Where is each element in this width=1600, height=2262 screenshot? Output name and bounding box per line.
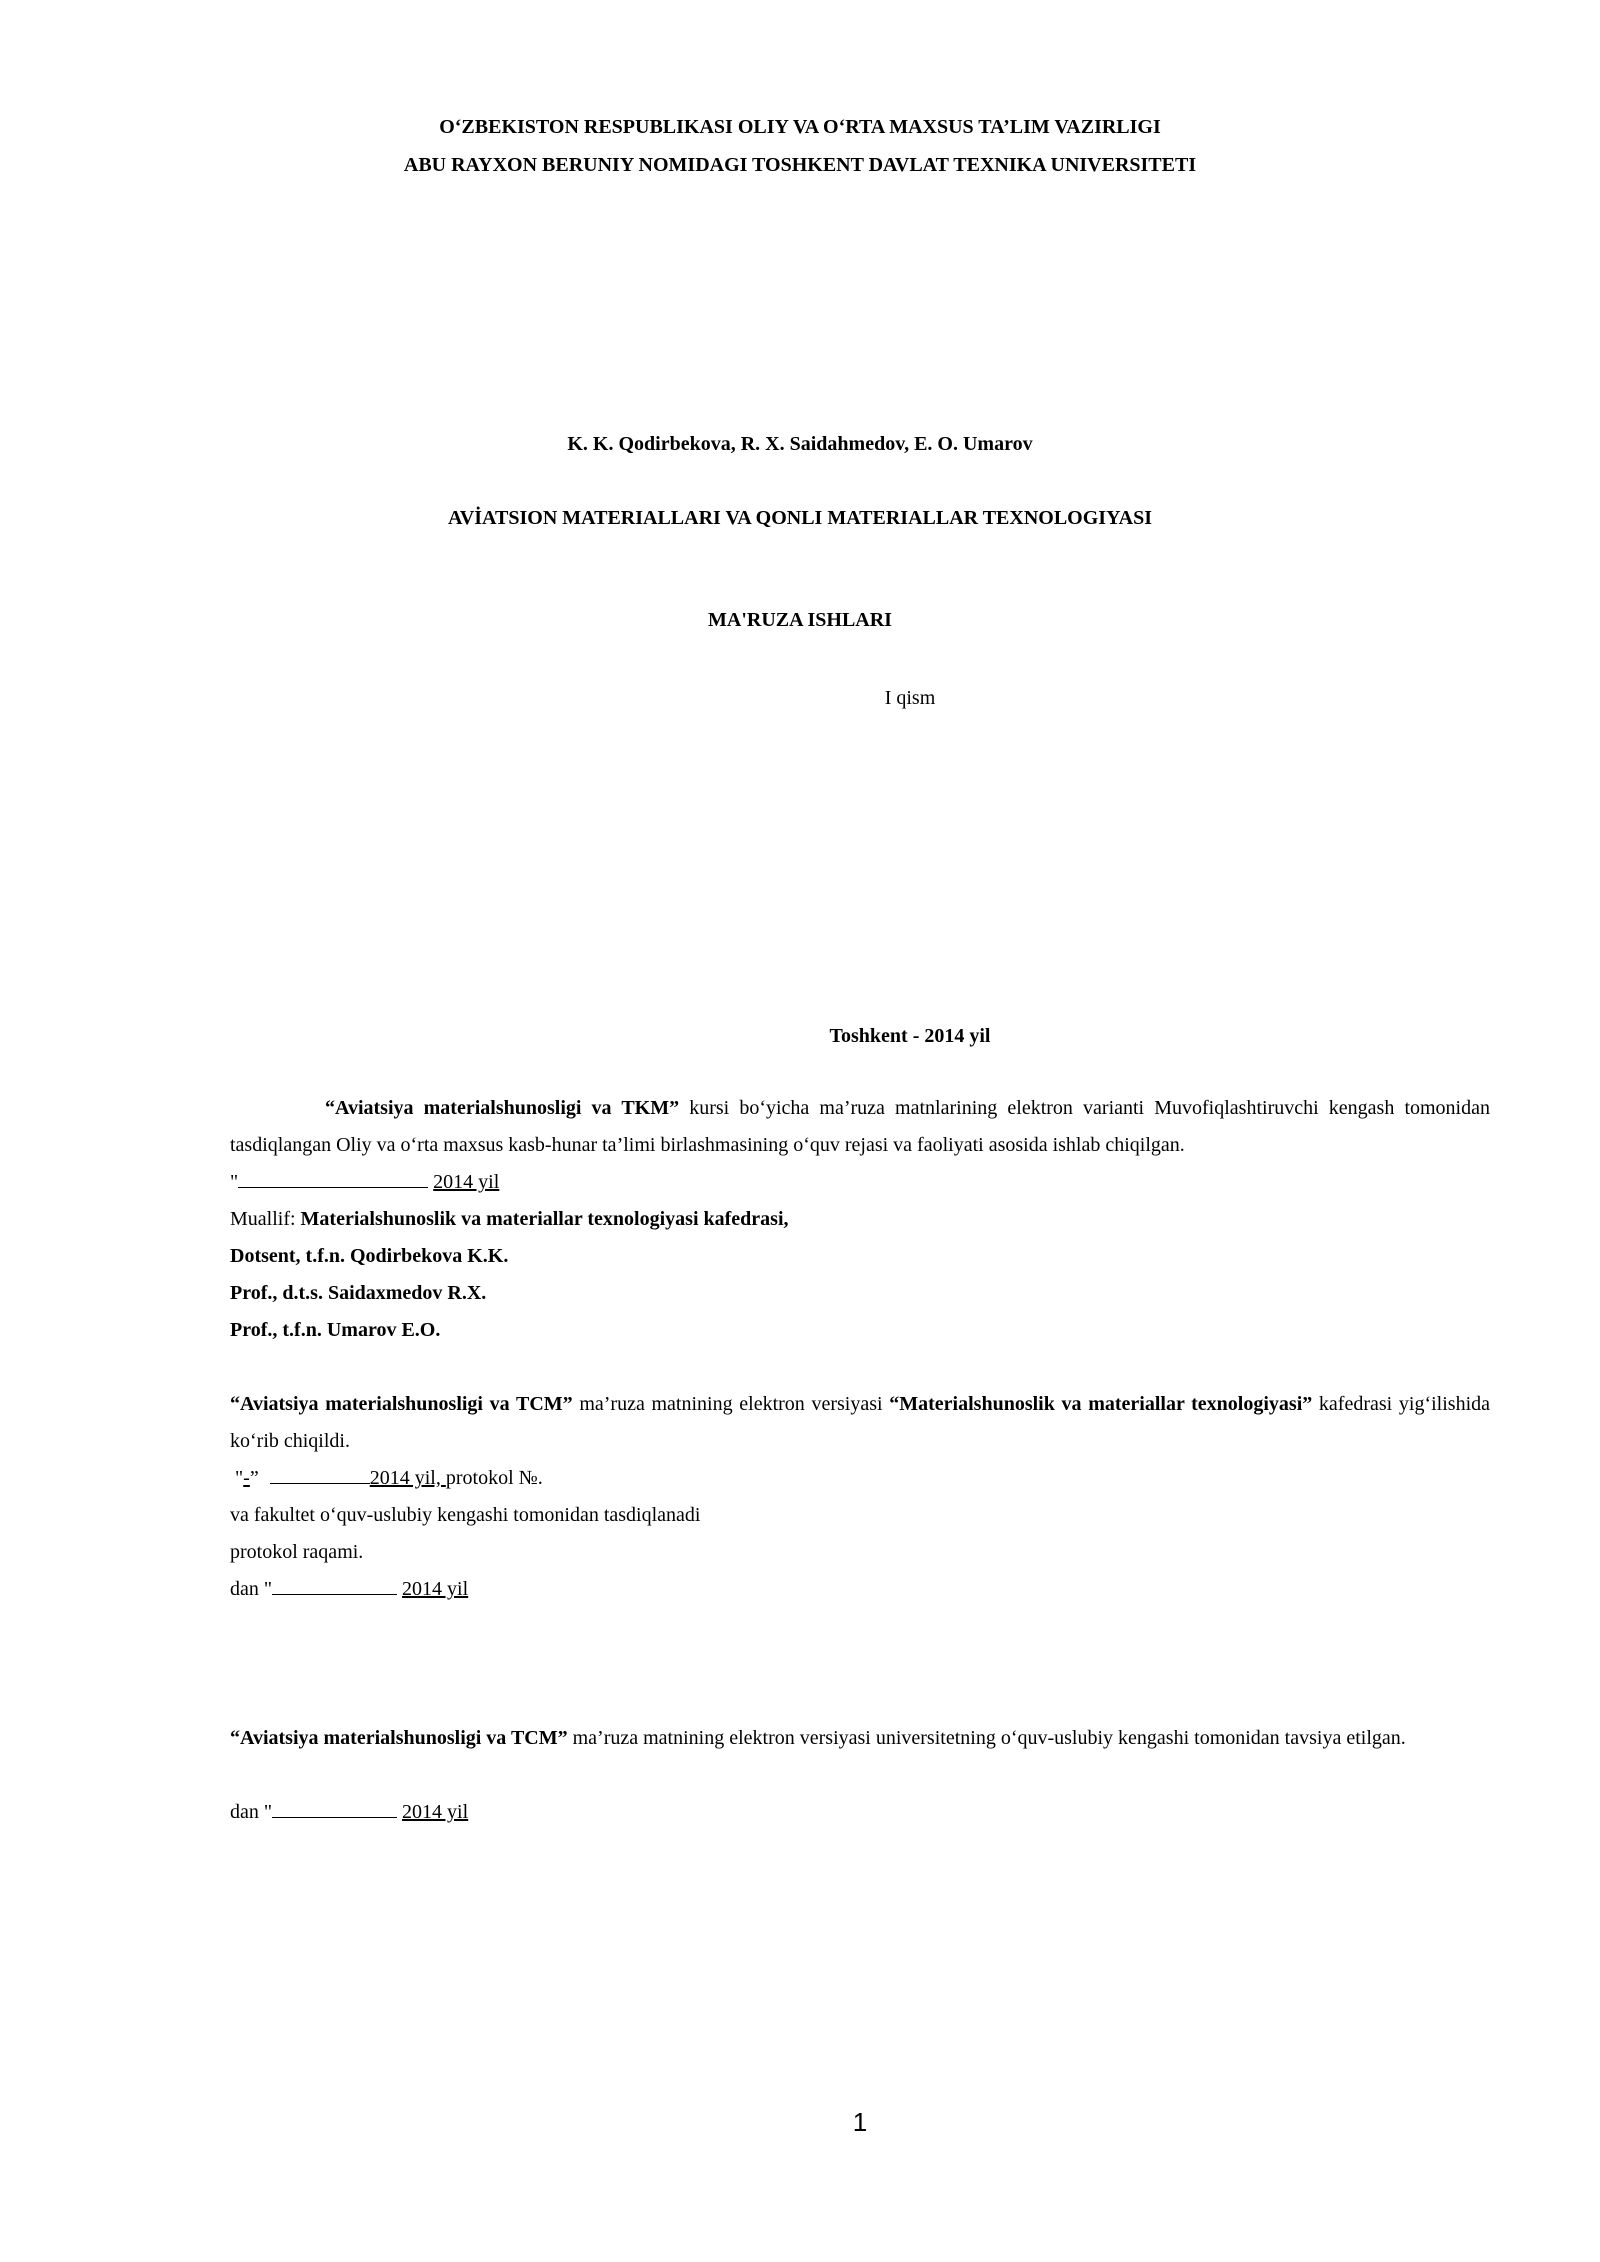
- course-name: “Aviatsiya materialshunosligi va TKM”: [325, 1097, 680, 1119]
- dan-date-line: [230, 1794, 468, 1831]
- authors-line: K. K. Qodirbekova, R. X. Saidahmedov, E. O. Umarov: [567, 433, 1033, 455]
- dan-date-blank[interactable]: [272, 1576, 397, 1595]
- approval-text: ma’ruza matnining elektron versiyasi universitetning o‘quv-uslubiy kengashi tomonidan tavsiya etilgan.: [567, 1727, 1406, 1749]
- approval-text-end: kafedrasi yig‘ilishida ko‘rib chiqildi.: [230, 1393, 1490, 1452]
- approval-text: ma’ruza matnining elektron versiyasi: [572, 1393, 890, 1415]
- author-label: Muallif:: [230, 1208, 301, 1230]
- dan-label: dan ": [230, 1578, 273, 1600]
- protocol-label: protokol №.: [445, 1467, 543, 1489]
- approval-paragraph-2: [230, 1386, 1490, 1460]
- part-label: I qism: [884, 687, 936, 709]
- dan-date-blank[interactable]: [272, 1799, 397, 1818]
- faculty-line: va fakultet o‘quv-uslubiy kengashi tomonidan tasdiqlanadi: [230, 1504, 701, 1526]
- approval-date-line: [230, 1164, 499, 1201]
- department-name: “Materialshunoslik va materiallar texnologiyasi”: [889, 1393, 1313, 1415]
- dan-year: 2014 yil: [402, 1578, 469, 1600]
- date-year: 2014 yil: [433, 1171, 500, 1193]
- protocol-date-blank[interactable]: [270, 1465, 370, 1484]
- author-department: Materialshunoslik va materiallar texnologiyasi kafedrasi,: [300, 1208, 789, 1230]
- course-name: “Aviatsiya materialshunosligi va TCM”: [230, 1727, 568, 1749]
- dan-label: dan ": [230, 1801, 273, 1823]
- approval-paragraph-1: [230, 1090, 1490, 1164]
- protocol-quote: ": [235, 1467, 244, 1489]
- dan-date-line: [230, 1571, 468, 1608]
- dan-year: 2014 yil: [402, 1801, 469, 1823]
- approval-paragraph-3: [230, 1720, 1490, 1757]
- approval-text: kursi bo‘yicha ma’ruza matnlarining elektron varianti Muvofiqlashtiruvchi kengash tomonidan tasdiqlangan Oliy va o‘rta maxsus kasb-hunar ta’limi birlashmasining o‘quv rejasi va faoliyati asosida ishlab chiqilgan.: [230, 1097, 1490, 1156]
- course-name: “Aviatsiya materialshunosligi va TCM”: [230, 1393, 573, 1415]
- author-department-line: [230, 1201, 789, 1238]
- date-blank[interactable]: [238, 1169, 428, 1188]
- ministry-heading: O‘ZBEKISTON RESPUBLIKASI OLIY VA O‘RTA MAXSUS TA’LIM VAZIRLIGI: [439, 116, 1161, 138]
- protocol-line: [235, 1460, 543, 1497]
- university-heading: ABU RAYXON BERUNIY NOMIDAGI TOSHKENT DAVLAT TEXNIKA UNIVERSITETI: [403, 154, 1197, 176]
- protocol-number-line: protokol raqami.: [230, 1541, 364, 1563]
- place-year: Toshkent - 2014 yil: [829, 1025, 991, 1047]
- protocol-dash: -: [243, 1467, 250, 1489]
- date-quote: ": [230, 1171, 239, 1193]
- page-number: 1: [852, 2107, 868, 2137]
- document-title: AVİATSION MATERIALLARI VA QONLI MATERIALLAR TEXNOLOGIYASI: [447, 507, 1153, 529]
- document-subtitle: MA'RUZA ISHLARI: [708, 609, 892, 631]
- author-1: Dotsent, t.f.n. Qodirbekova K.K.: [230, 1245, 509, 1267]
- author-3: Prof., t.f.n. Umarov E.O.: [230, 1319, 441, 1341]
- author-2: Prof., d.t.s. Saidaxmedov R.X.: [230, 1282, 487, 1304]
- protocol-year: 2014 yil,: [369, 1467, 446, 1489]
- protocol-close-quote: ”: [249, 1467, 259, 1489]
